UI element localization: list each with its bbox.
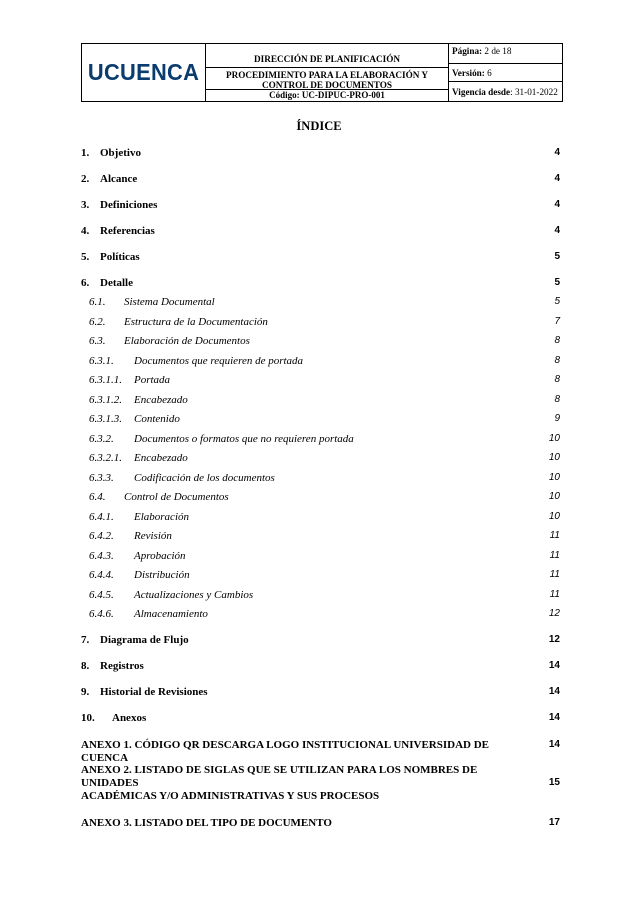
toc-entry-title: Encabezado: [134, 394, 188, 406]
document-code: Código: UC-DIPUC-PRO-001: [269, 90, 385, 100]
toc-entry-page: 9: [554, 413, 560, 424]
annex-title-line1: ANEXO 1. CÓDIGO QR DESCARGA LOGO INSTITUCIONAL UNIVERSIDAD DE CUENCA: [81, 739, 489, 764]
version-value: 6: [487, 68, 492, 78]
toc-entry-number: 3.: [81, 199, 90, 211]
toc-entry-page: 14: [548, 686, 560, 697]
validity-label: Vigencia desde: [452, 87, 511, 97]
toc-entry-number: 6.3.2.1.: [89, 452, 122, 464]
toc-entry-title: Sistema Documental: [124, 296, 215, 308]
toc-entry-page: 12: [548, 634, 560, 645]
toc-entry-page: 11: [549, 569, 560, 580]
toc-entry-title: Control de Documentos: [124, 491, 229, 503]
toc-entry-page: 14: [548, 712, 560, 723]
procedure-title: [206, 68, 448, 90]
toc-entry-page: 12: [548, 608, 560, 619]
header-title-cell: [206, 44, 449, 101]
annex-entry[interactable]: [81, 739, 531, 765]
toc-entry-number: 6.3.2.: [89, 433, 114, 445]
toc-entry-number: 10.: [81, 712, 95, 724]
toc-entry-title: Codificación de los documentos: [134, 472, 275, 484]
toc-entry-page: 5: [554, 296, 560, 307]
toc-entry-title: Anexos: [112, 712, 147, 724]
toc-entry-number: 8.: [81, 660, 90, 672]
annex-entry[interactable]: [81, 817, 531, 830]
validity-info: [449, 82, 563, 101]
toc-entry-page: 10: [548, 472, 560, 483]
toc-entry-page: 4: [554, 225, 560, 236]
toc-entry-number: 6.2.: [89, 316, 106, 328]
toc-entry-title: Documentos o formatos que no requieren portada: [134, 433, 354, 445]
procedure-title-line1: PROCEDIMIENTO PARA LA ELABORACIÓN Y: [226, 70, 428, 80]
toc-entry-title: Aprobación: [134, 550, 186, 562]
toc-entry-number: 9.: [81, 686, 90, 698]
header-meta-cell: [449, 44, 563, 101]
logo-cell: [82, 44, 206, 101]
document-header: [81, 43, 563, 102]
toc-entry-title: Referencias: [100, 225, 155, 237]
toc-entry-number: 6.: [81, 277, 90, 289]
toc-entry-number: 6.3.1.1.: [89, 374, 122, 386]
toc-entry-page: 14: [548, 660, 560, 671]
toc-entry-page: 8: [554, 355, 560, 366]
toc-entry-title: Detalle: [100, 277, 133, 289]
toc-entry-number: 1.: [81, 147, 90, 159]
annex-title-line2: ACADÉMICAS Y/O ADMINISTRATIVAS Y SUS PROCESOS: [81, 790, 380, 802]
department-name: DIRECCIÓN DE PLANIFICACIÓN: [206, 44, 448, 68]
toc-entry-page: 5: [554, 277, 560, 288]
index-title: ÍNDICE: [296, 119, 342, 133]
toc-entry-title: Revisión: [134, 530, 172, 542]
toc-entry-page: 4: [554, 199, 560, 210]
toc-entry-page: 8: [554, 374, 560, 385]
toc-entry-title: Definiciones: [100, 199, 158, 211]
toc-entry-number: 6.3.: [89, 335, 106, 347]
version-label: Versión:: [452, 68, 485, 78]
toc-entry-title: Contenido: [134, 413, 180, 425]
toc-entry-title: Documentos que requieren de portada: [134, 355, 304, 367]
toc-entry-number: 7.: [81, 634, 90, 646]
toc-entry-number: 6.4.: [89, 491, 106, 503]
toc-entry-number: 6.1.: [89, 296, 106, 308]
annex-title-line1: ANEXO 2. LISTADO DE SIGLAS QUE SE UTILIZAN PARA LOS NOMBRES DE UNIDADES: [81, 764, 478, 789]
toc-entry-number: 5.: [81, 251, 90, 263]
toc-entry-title: Portada: [134, 374, 171, 386]
toc-entry-page: 5: [554, 251, 560, 262]
toc-entry-number: 6.3.1.3.: [89, 413, 122, 425]
toc-entry-page: 10: [548, 511, 560, 522]
page-value: 2 de 18: [484, 46, 512, 56]
toc-entry-number: 6.3.3.: [89, 472, 114, 484]
toc-entry-number: 4.: [81, 225, 90, 237]
toc-entry-page: 4: [554, 173, 560, 184]
toc-entry-page: 11: [549, 589, 560, 600]
toc-entry-page: 8: [554, 335, 560, 346]
toc-entry-page: 7: [554, 316, 560, 327]
toc-entry-title: Elaboración de Documentos: [124, 335, 250, 347]
toc-entry-title: Almacenamiento: [134, 608, 208, 620]
toc-entry-title: Registros: [100, 660, 144, 672]
toc-entry-title: Estructura de la Documentación: [124, 316, 268, 328]
toc-entry-title: Políticas: [100, 251, 140, 263]
version-info: [449, 64, 563, 82]
toc-entry-number: 2.: [81, 173, 90, 185]
toc-entry-title: Actualizaciones y Cambios: [134, 589, 254, 601]
toc-entry-number: 6.4.4.: [89, 569, 114, 581]
annex-entry[interactable]: [81, 764, 531, 803]
toc-entry-page: 10: [548, 433, 560, 444]
toc-entry-number: 6.4.2.: [89, 530, 114, 542]
toc-entry-page: 10: [548, 491, 560, 502]
toc-entry-title: Encabezado: [134, 452, 188, 464]
page-label: Página:: [452, 46, 483, 56]
university-logo: UCUENCA: [87, 59, 200, 85]
toc-entry-title: Alcance: [100, 173, 138, 185]
procedure-title-line2: CONTROL DE DOCUMENTOS: [261, 80, 392, 90]
toc-entry-page: 11: [549, 530, 560, 541]
toc-entry-number: 6.3.1.2.: [89, 394, 122, 406]
toc-entry-page: 11: [549, 550, 560, 561]
toc-entry-number: 6.4.6.: [89, 608, 114, 620]
toc-entry-number: 6.4.1.: [89, 511, 114, 523]
toc-entry-page: 8: [554, 394, 560, 405]
validity-value: : 31-01-2022: [510, 87, 558, 97]
annex-page: 14: [548, 739, 560, 750]
toc-entry-title: Elaboración: [134, 511, 189, 523]
annex-page: 15: [548, 777, 560, 788]
page-info: [449, 44, 563, 64]
toc-entry-number: 6.4.5.: [89, 589, 114, 601]
toc-entry-number: 6.3.1.: [89, 355, 114, 367]
toc-entry-page: 4: [554, 147, 560, 158]
toc-entry-title: Diagrama de Flujo: [100, 634, 189, 646]
toc-entry-title: Distribución: [134, 569, 190, 581]
toc-entry-number: 6.4.3.: [89, 550, 114, 562]
toc-entry-title: Historial de Revisiones: [100, 686, 208, 698]
annex-title-line1: ANEXO 3. LISTADO DEL TIPO DE DOCUMENTO: [81, 817, 332, 829]
toc-entry-page: 10: [548, 452, 560, 463]
toc-entry-title: Objetivo: [100, 147, 141, 159]
annex-page: 17: [548, 817, 560, 828]
